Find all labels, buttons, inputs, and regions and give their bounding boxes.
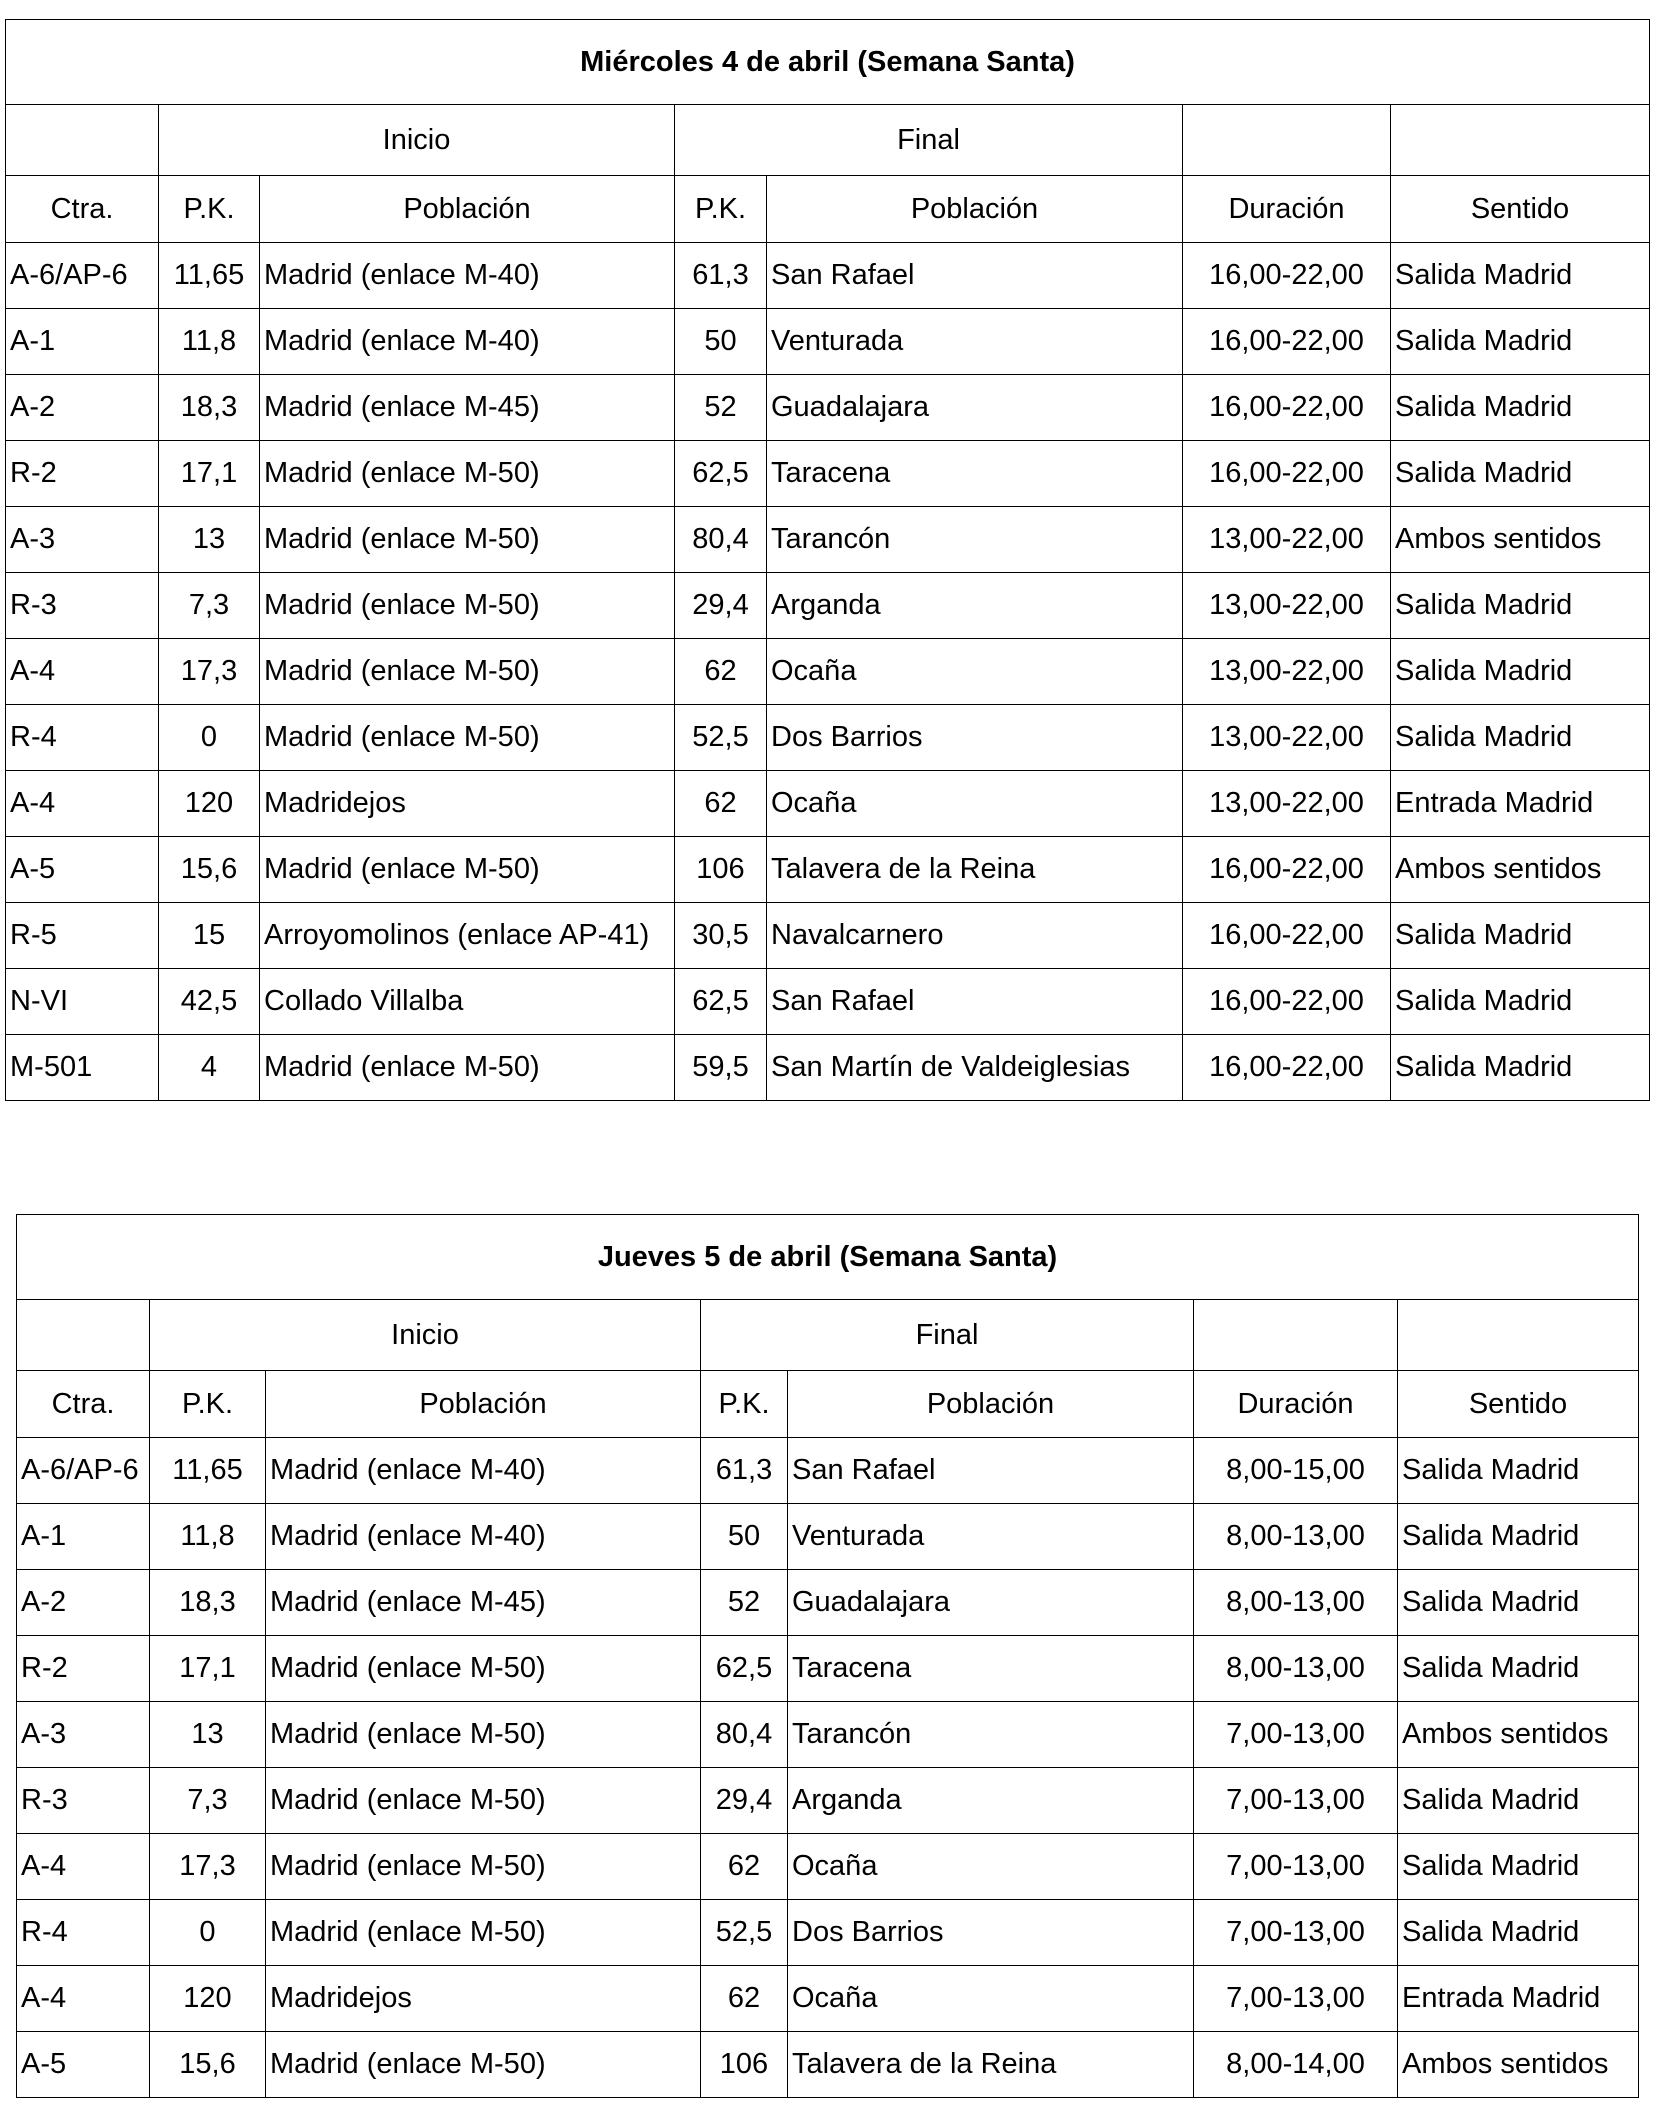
cell-ctra: A-4 [17, 1966, 150, 2032]
cell-ctra: A-2 [17, 1570, 150, 1636]
cell-poblacion-inicio: Madrid (enlace M-50) [266, 1768, 701, 1834]
column-header-pk-final: P.K. [701, 1371, 788, 1438]
cell-duracion: 16,00-22,00 [1183, 243, 1391, 309]
cell-duracion: 7,00-13,00 [1194, 1900, 1398, 1966]
cell-poblacion-final: Ocaña [767, 771, 1183, 837]
cell-pk-final: 61,3 [701, 1438, 788, 1504]
cell-poblacion-inicio: Madrid (enlace M-50) [260, 573, 675, 639]
cell-pk-final: 52 [701, 1570, 788, 1636]
column-header-poblacion-inicio: Población [260, 176, 675, 243]
cell-pk-final: 50 [701, 1504, 788, 1570]
cell-pk-inicio: 0 [159, 705, 260, 771]
cell-pk-final: 62 [701, 1966, 788, 2032]
cell-poblacion-final: Ocaña [788, 1966, 1194, 2032]
cell-pk-final: 50 [675, 309, 767, 375]
table-row [17, 1834, 1639, 1900]
group-header-empty [1391, 105, 1650, 176]
cell-sentido: Salida Madrid [1391, 1035, 1650, 1101]
cell-poblacion-inicio: Madrid (enlace M-50) [260, 705, 675, 771]
cell-sentido: Salida Madrid [1398, 1504, 1639, 1570]
column-header-sentido: Sentido [1391, 176, 1650, 243]
group-header-inicio: Inicio [150, 1300, 701, 1371]
cell-pk-final: 52 [675, 375, 767, 441]
cell-pk-final: 80,4 [701, 1702, 788, 1768]
cell-sentido: Salida Madrid [1391, 969, 1650, 1035]
table-row [6, 903, 1650, 969]
table-row [17, 1966, 1639, 2032]
table-row [6, 705, 1650, 771]
cell-poblacion-final: Ocaña [767, 639, 1183, 705]
column-header-ctra: Ctra. [17, 1371, 150, 1438]
cell-pk-inicio: 7,3 [159, 573, 260, 639]
column-header-poblacion-final: Población [788, 1371, 1194, 1438]
cell-ctra: R-4 [6, 705, 159, 771]
table-row [6, 573, 1650, 639]
cell-duracion: 13,00-22,00 [1183, 573, 1391, 639]
cell-sentido: Ambos sentidos [1391, 837, 1650, 903]
cell-duracion: 8,00-14,00 [1194, 2032, 1398, 2098]
cell-sentido: Salida Madrid [1398, 1768, 1639, 1834]
table-row [6, 309, 1650, 375]
cell-poblacion-final: San Rafael [767, 243, 1183, 309]
cell-ctra: N-VI [6, 969, 159, 1035]
cell-pk-inicio: 7,3 [150, 1768, 266, 1834]
cell-sentido: Salida Madrid [1398, 1438, 1639, 1504]
cell-poblacion-inicio: Madrid (enlace M-45) [260, 375, 675, 441]
table-row [17, 1900, 1639, 1966]
table-row [17, 1768, 1639, 1834]
cell-poblacion-final: Ocaña [788, 1834, 1194, 1900]
cell-duracion: 7,00-13,00 [1194, 1966, 1398, 2032]
cell-poblacion-inicio: Madrid (enlace M-50) [266, 1702, 701, 1768]
cell-sentido: Salida Madrid [1398, 1900, 1639, 1966]
table-row [17, 1702, 1639, 1768]
group-header-final: Final [675, 105, 1183, 176]
cell-duracion: 16,00-22,00 [1183, 837, 1391, 903]
cell-sentido: Entrada Madrid [1391, 771, 1650, 837]
group-header-final: Final [701, 1300, 1194, 1371]
group-header-empty [17, 1300, 150, 1371]
cell-sentido: Salida Madrid [1398, 1834, 1639, 1900]
cell-ctra: R-2 [17, 1636, 150, 1702]
table-title-row [6, 20, 1650, 105]
table-title: Miércoles 4 de abril (Semana Santa) [6, 20, 1650, 105]
cell-sentido: Salida Madrid [1391, 309, 1650, 375]
cell-poblacion-inicio: Madrid (enlace M-50) [260, 837, 675, 903]
table-row [6, 639, 1650, 705]
cell-poblacion-inicio: Madridejos [266, 1966, 701, 2032]
cell-sentido: Salida Madrid [1391, 243, 1650, 309]
cell-duracion: 13,00-22,00 [1183, 507, 1391, 573]
cell-pk-final: 62 [701, 1834, 788, 1900]
table-body [17, 1215, 1639, 2098]
cell-poblacion-inicio: Madrid (enlace M-50) [260, 639, 675, 705]
column-header-duracion: Duración [1183, 176, 1391, 243]
cell-duracion: 16,00-22,00 [1183, 969, 1391, 1035]
cell-pk-inicio: 13 [150, 1702, 266, 1768]
cell-pk-inicio: 11,65 [159, 243, 260, 309]
column-header-sentido: Sentido [1398, 1371, 1639, 1438]
cell-pk-inicio: 4 [159, 1035, 260, 1101]
column-header-row [6, 176, 1650, 243]
cell-ctra: R-4 [17, 1900, 150, 1966]
cell-pk-final: 61,3 [675, 243, 767, 309]
table-row [6, 441, 1650, 507]
cell-poblacion-final: Dos Barrios [767, 705, 1183, 771]
cell-poblacion-final: San Rafael [788, 1438, 1194, 1504]
cell-ctra: R-2 [6, 441, 159, 507]
cell-ctra: A-5 [17, 2032, 150, 2098]
cell-poblacion-final: Tarancón [767, 507, 1183, 573]
cell-pk-final: 62,5 [675, 441, 767, 507]
schedule-table-jueves [16, 1214, 1639, 2098]
cell-duracion: 8,00-15,00 [1194, 1438, 1398, 1504]
cell-ctra: M-501 [6, 1035, 159, 1101]
cell-sentido: Ambos sentidos [1398, 2032, 1639, 2098]
cell-duracion: 8,00-13,00 [1194, 1570, 1398, 1636]
cell-poblacion-final: Talavera de la Reina [788, 2032, 1194, 2098]
cell-poblacion-final: Guadalajara [767, 375, 1183, 441]
cell-poblacion-inicio: Madrid (enlace M-40) [260, 243, 675, 309]
cell-poblacion-final: Arganda [788, 1768, 1194, 1834]
cell-duracion: 7,00-13,00 [1194, 1834, 1398, 1900]
cell-sentido: Salida Madrid [1391, 375, 1650, 441]
cell-ctra: A-6/AP-6 [17, 1438, 150, 1504]
cell-ctra: R-3 [6, 573, 159, 639]
cell-duracion: 7,00-13,00 [1194, 1702, 1398, 1768]
cell-poblacion-final: Dos Barrios [788, 1900, 1194, 1966]
cell-poblacion-final: Talavera de la Reina [767, 837, 1183, 903]
cell-ctra: A-1 [17, 1504, 150, 1570]
cell-duracion: 16,00-22,00 [1183, 309, 1391, 375]
cell-poblacion-final: Navalcarnero [767, 903, 1183, 969]
column-header-pk-inicio: P.K. [150, 1371, 266, 1438]
column-header-poblacion-final: Población [767, 176, 1183, 243]
cell-ctra: A-4 [6, 771, 159, 837]
cell-poblacion-inicio: Madrid (enlace M-50) [266, 2032, 701, 2098]
cell-poblacion-inicio: Madrid (enlace M-50) [260, 441, 675, 507]
cell-poblacion-final: Tarancón [788, 1702, 1194, 1768]
cell-pk-final: 30,5 [675, 903, 767, 969]
cell-pk-final: 52,5 [675, 705, 767, 771]
cell-pk-final: 62 [675, 639, 767, 705]
cell-pk-inicio: 13 [159, 507, 260, 573]
column-header-ctra: Ctra. [6, 176, 159, 243]
cell-pk-final: 29,4 [701, 1768, 788, 1834]
table-row [6, 837, 1650, 903]
group-header-empty [1183, 105, 1391, 176]
cell-poblacion-inicio: Madridejos [260, 771, 675, 837]
cell-poblacion-inicio: Madrid (enlace M-50) [266, 1900, 701, 1966]
cell-pk-inicio: 18,3 [159, 375, 260, 441]
cell-poblacion-final: San Martín de Valdeiglesias [767, 1035, 1183, 1101]
column-header-pk-final: P.K. [675, 176, 767, 243]
cell-duracion: 16,00-22,00 [1183, 441, 1391, 507]
cell-poblacion-final: Taracena [767, 441, 1183, 507]
cell-poblacion-inicio: Madrid (enlace M-45) [266, 1570, 701, 1636]
cell-sentido: Salida Madrid [1391, 441, 1650, 507]
cell-pk-inicio: 15,6 [150, 2032, 266, 2098]
cell-ctra: A-4 [6, 639, 159, 705]
cell-duracion: 8,00-13,00 [1194, 1636, 1398, 1702]
cell-sentido: Salida Madrid [1391, 573, 1650, 639]
table-body [6, 20, 1650, 1101]
cell-poblacion-final: Taracena [788, 1636, 1194, 1702]
cell-pk-final: 62 [675, 771, 767, 837]
table-row [6, 243, 1650, 309]
cell-ctra: A-3 [6, 507, 159, 573]
table-title: Jueves 5 de abril (Semana Santa) [17, 1215, 1639, 1300]
cell-ctra: A-3 [17, 1702, 150, 1768]
cell-poblacion-inicio: Madrid (enlace M-40) [260, 309, 675, 375]
cell-pk-inicio: 0 [150, 1900, 266, 1966]
group-header-inicio: Inicio [159, 105, 675, 176]
cell-poblacion-inicio: Madrid (enlace M-50) [266, 1834, 701, 1900]
group-header-empty [6, 105, 159, 176]
column-header-duracion: Duración [1194, 1371, 1398, 1438]
table-row [17, 2032, 1639, 2098]
cell-poblacion-inicio: Madrid (enlace M-40) [266, 1438, 701, 1504]
group-header-row [17, 1300, 1639, 1371]
cell-duracion: 16,00-22,00 [1183, 903, 1391, 969]
cell-pk-final: 59,5 [675, 1035, 767, 1101]
table-row [17, 1504, 1639, 1570]
cell-poblacion-inicio: Collado Villalba [260, 969, 675, 1035]
cell-pk-final: 29,4 [675, 573, 767, 639]
cell-pk-final: 106 [701, 2032, 788, 2098]
cell-sentido: Salida Madrid [1391, 639, 1650, 705]
table-row [6, 969, 1650, 1035]
cell-sentido: Salida Madrid [1391, 903, 1650, 969]
column-header-poblacion-inicio: Población [266, 1371, 701, 1438]
cell-pk-final: 52,5 [701, 1900, 788, 1966]
cell-pk-final: 80,4 [675, 507, 767, 573]
table-row [17, 1636, 1639, 1702]
cell-ctra: R-3 [17, 1768, 150, 1834]
cell-sentido: Entrada Madrid [1398, 1966, 1639, 2032]
cell-sentido: Salida Madrid [1398, 1636, 1639, 1702]
cell-duracion: 16,00-22,00 [1183, 375, 1391, 441]
cell-duracion: 7,00-13,00 [1194, 1768, 1398, 1834]
cell-poblacion-final: Venturada [788, 1504, 1194, 1570]
schedule-table-miercoles [5, 19, 1650, 1101]
cell-pk-inicio: 17,3 [159, 639, 260, 705]
table-row [17, 1570, 1639, 1636]
cell-poblacion-inicio: Arroyomolinos (enlace AP-41) [260, 903, 675, 969]
group-header-empty [1194, 1300, 1398, 1371]
cell-pk-inicio: 11,8 [150, 1504, 266, 1570]
table-row [6, 507, 1650, 573]
table-row [17, 1438, 1639, 1504]
cell-pk-inicio: 11,8 [159, 309, 260, 375]
cell-pk-inicio: 11,65 [150, 1438, 266, 1504]
cell-pk-inicio: 42,5 [159, 969, 260, 1035]
table-row [6, 375, 1650, 441]
cell-duracion: 13,00-22,00 [1183, 705, 1391, 771]
cell-poblacion-final: Arganda [767, 573, 1183, 639]
cell-pk-inicio: 17,1 [150, 1636, 266, 1702]
cell-ctra: A-2 [6, 375, 159, 441]
cell-poblacion-inicio: Madrid (enlace M-50) [260, 507, 675, 573]
cell-pk-inicio: 120 [159, 771, 260, 837]
cell-duracion: 13,00-22,00 [1183, 771, 1391, 837]
cell-ctra: A-5 [6, 837, 159, 903]
cell-sentido: Ambos sentidos [1391, 507, 1650, 573]
column-header-pk-inicio: P.K. [159, 176, 260, 243]
cell-poblacion-inicio: Madrid (enlace M-50) [260, 1035, 675, 1101]
cell-poblacion-inicio: Madrid (enlace M-50) [266, 1636, 701, 1702]
cell-pk-inicio: 17,1 [159, 441, 260, 507]
cell-duracion: 16,00-22,00 [1183, 1035, 1391, 1101]
cell-pk-final: 62,5 [701, 1636, 788, 1702]
column-header-row [17, 1371, 1639, 1438]
table-row [6, 771, 1650, 837]
cell-sentido: Ambos sentidos [1398, 1702, 1639, 1768]
cell-pk-inicio: 15 [159, 903, 260, 969]
cell-poblacion-final: Venturada [767, 309, 1183, 375]
cell-poblacion-inicio: Madrid (enlace M-40) [266, 1504, 701, 1570]
table-row [6, 1035, 1650, 1101]
group-header-empty [1398, 1300, 1639, 1371]
cell-ctra: R-5 [6, 903, 159, 969]
cell-ctra: A-1 [6, 309, 159, 375]
cell-pk-final: 106 [675, 837, 767, 903]
table-title-row [17, 1215, 1639, 1300]
cell-ctra: A-6/AP-6 [6, 243, 159, 309]
cell-pk-inicio: 17,3 [150, 1834, 266, 1900]
group-header-row [6, 105, 1650, 176]
cell-ctra: A-4 [17, 1834, 150, 1900]
cell-poblacion-final: Guadalajara [788, 1570, 1194, 1636]
cell-pk-inicio: 15,6 [159, 837, 260, 903]
cell-pk-final: 62,5 [675, 969, 767, 1035]
cell-pk-inicio: 18,3 [150, 1570, 266, 1636]
cell-duracion: 8,00-13,00 [1194, 1504, 1398, 1570]
cell-sentido: Salida Madrid [1391, 705, 1650, 771]
cell-poblacion-final: San Rafael [767, 969, 1183, 1035]
cell-pk-inicio: 120 [150, 1966, 266, 2032]
cell-duracion: 13,00-22,00 [1183, 639, 1391, 705]
cell-sentido: Salida Madrid [1398, 1570, 1639, 1636]
